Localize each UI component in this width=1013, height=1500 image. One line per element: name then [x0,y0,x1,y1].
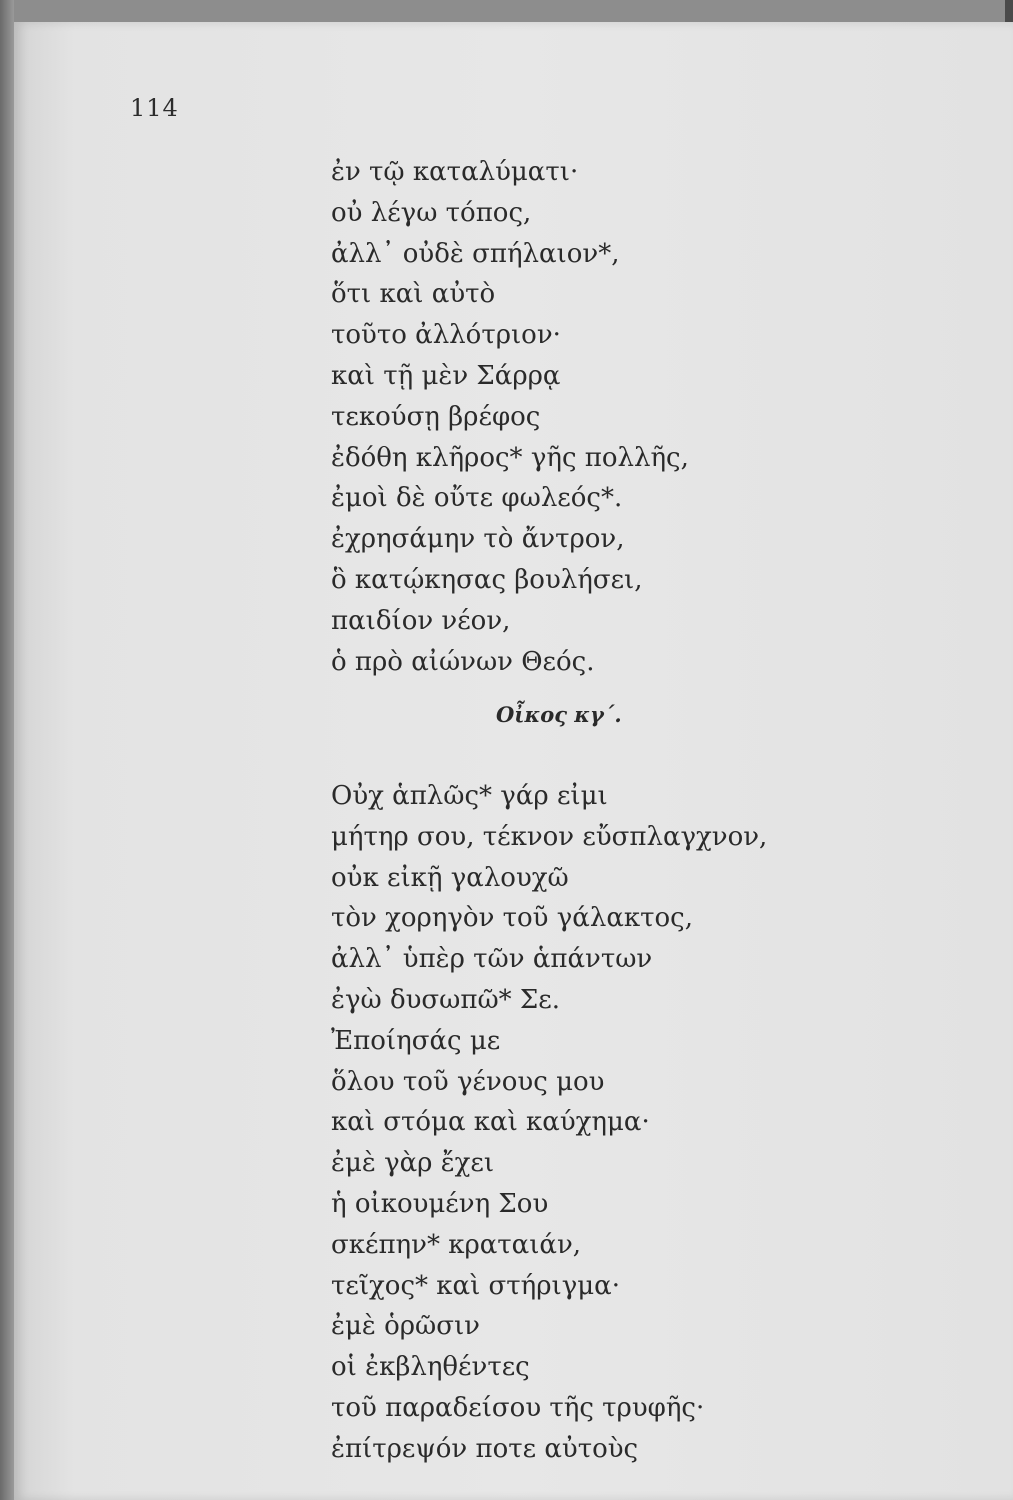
verse-line: καὶ στόμα καὶ καύχημα· [331,1107,650,1138]
section-heading: Οἶκος κγ΄. [496,702,622,727]
verse-line: ἐδόθη κλῆρος* γῆς πολλῆς, [331,442,689,473]
verse-line: παιδίον νέον, [331,605,511,636]
verse-line: οἱ ἐκβληθέντες [331,1352,530,1383]
verse-line: τεκούσῃ βρέφος [331,401,541,432]
verse-line: τὸν χορηγὸν τοῦ γάλακτος, [331,903,693,934]
verse-line: ἡ οἰκουμένη Σου [331,1188,549,1219]
verse-line: καὶ τῇ μὲν Σάρρᾳ [331,360,561,391]
verse-line: τεῖχος* καὶ στήριγμα· [331,1270,620,1301]
verse-line: ἐν τῷ καταλύματι· [331,157,579,187]
verse-line: ὅλου τοῦ γένους μου [331,1066,605,1097]
verse-block-2 [331,776,767,1470]
verse-line: μήτηρ σου, τέκνον εὔσπλαγχνον, [331,821,768,852]
verse-line: ὁ πρὸ αἰώνων Θεός. [331,646,595,677]
verse-line: ὅτι καὶ αὐτὸ [331,279,496,310]
verse-line: ἐμοὶ δὲ οὔτε φωλεός*. [331,483,623,514]
page-left-edge [0,0,14,1500]
page-number: 114 [130,94,179,122]
verse-line: ὃ κατῴκησας βουλήσει, [331,564,643,595]
verse-line: ἀλλ᾽ ὑπὲρ τῶν ἁπάντων [331,944,653,975]
verse-line: τοῦτο ἀλλότριον· [331,320,561,351]
verse-line: Οὐχ ἁπλῶς* γάρ εἰμι [331,781,608,811]
verse-line: ἐμὲ γὰρ ἔχει [331,1148,495,1179]
verse-line: οὐκ εἰκῇ γαλουχῶ [331,862,569,893]
verse-line: ἐχρησάμην τὸ ἄντρον, [331,524,625,555]
verse-line: ἀλλ᾽ οὐδὲ σπήλαιον*, [331,238,620,269]
verse-line: ἐγὼ δυσωπῶ* Σε. [331,984,561,1015]
verse-line: τοῦ παραδείσου τῆς τρυφῆς· [331,1392,705,1423]
verse-line: ἐπίτρεψόν ποτε αὐτοὺς [331,1433,639,1464]
verse-line: σκέπην* κραταιάν, [331,1229,582,1260]
verse-block-1 [331,152,689,682]
verse-line: Ἐποίησάς με [331,1025,501,1056]
verse-line: ἐμὲ ὁρῶσιν [331,1311,480,1342]
verse-line: οὐ λέγω τόπος, [331,197,532,228]
